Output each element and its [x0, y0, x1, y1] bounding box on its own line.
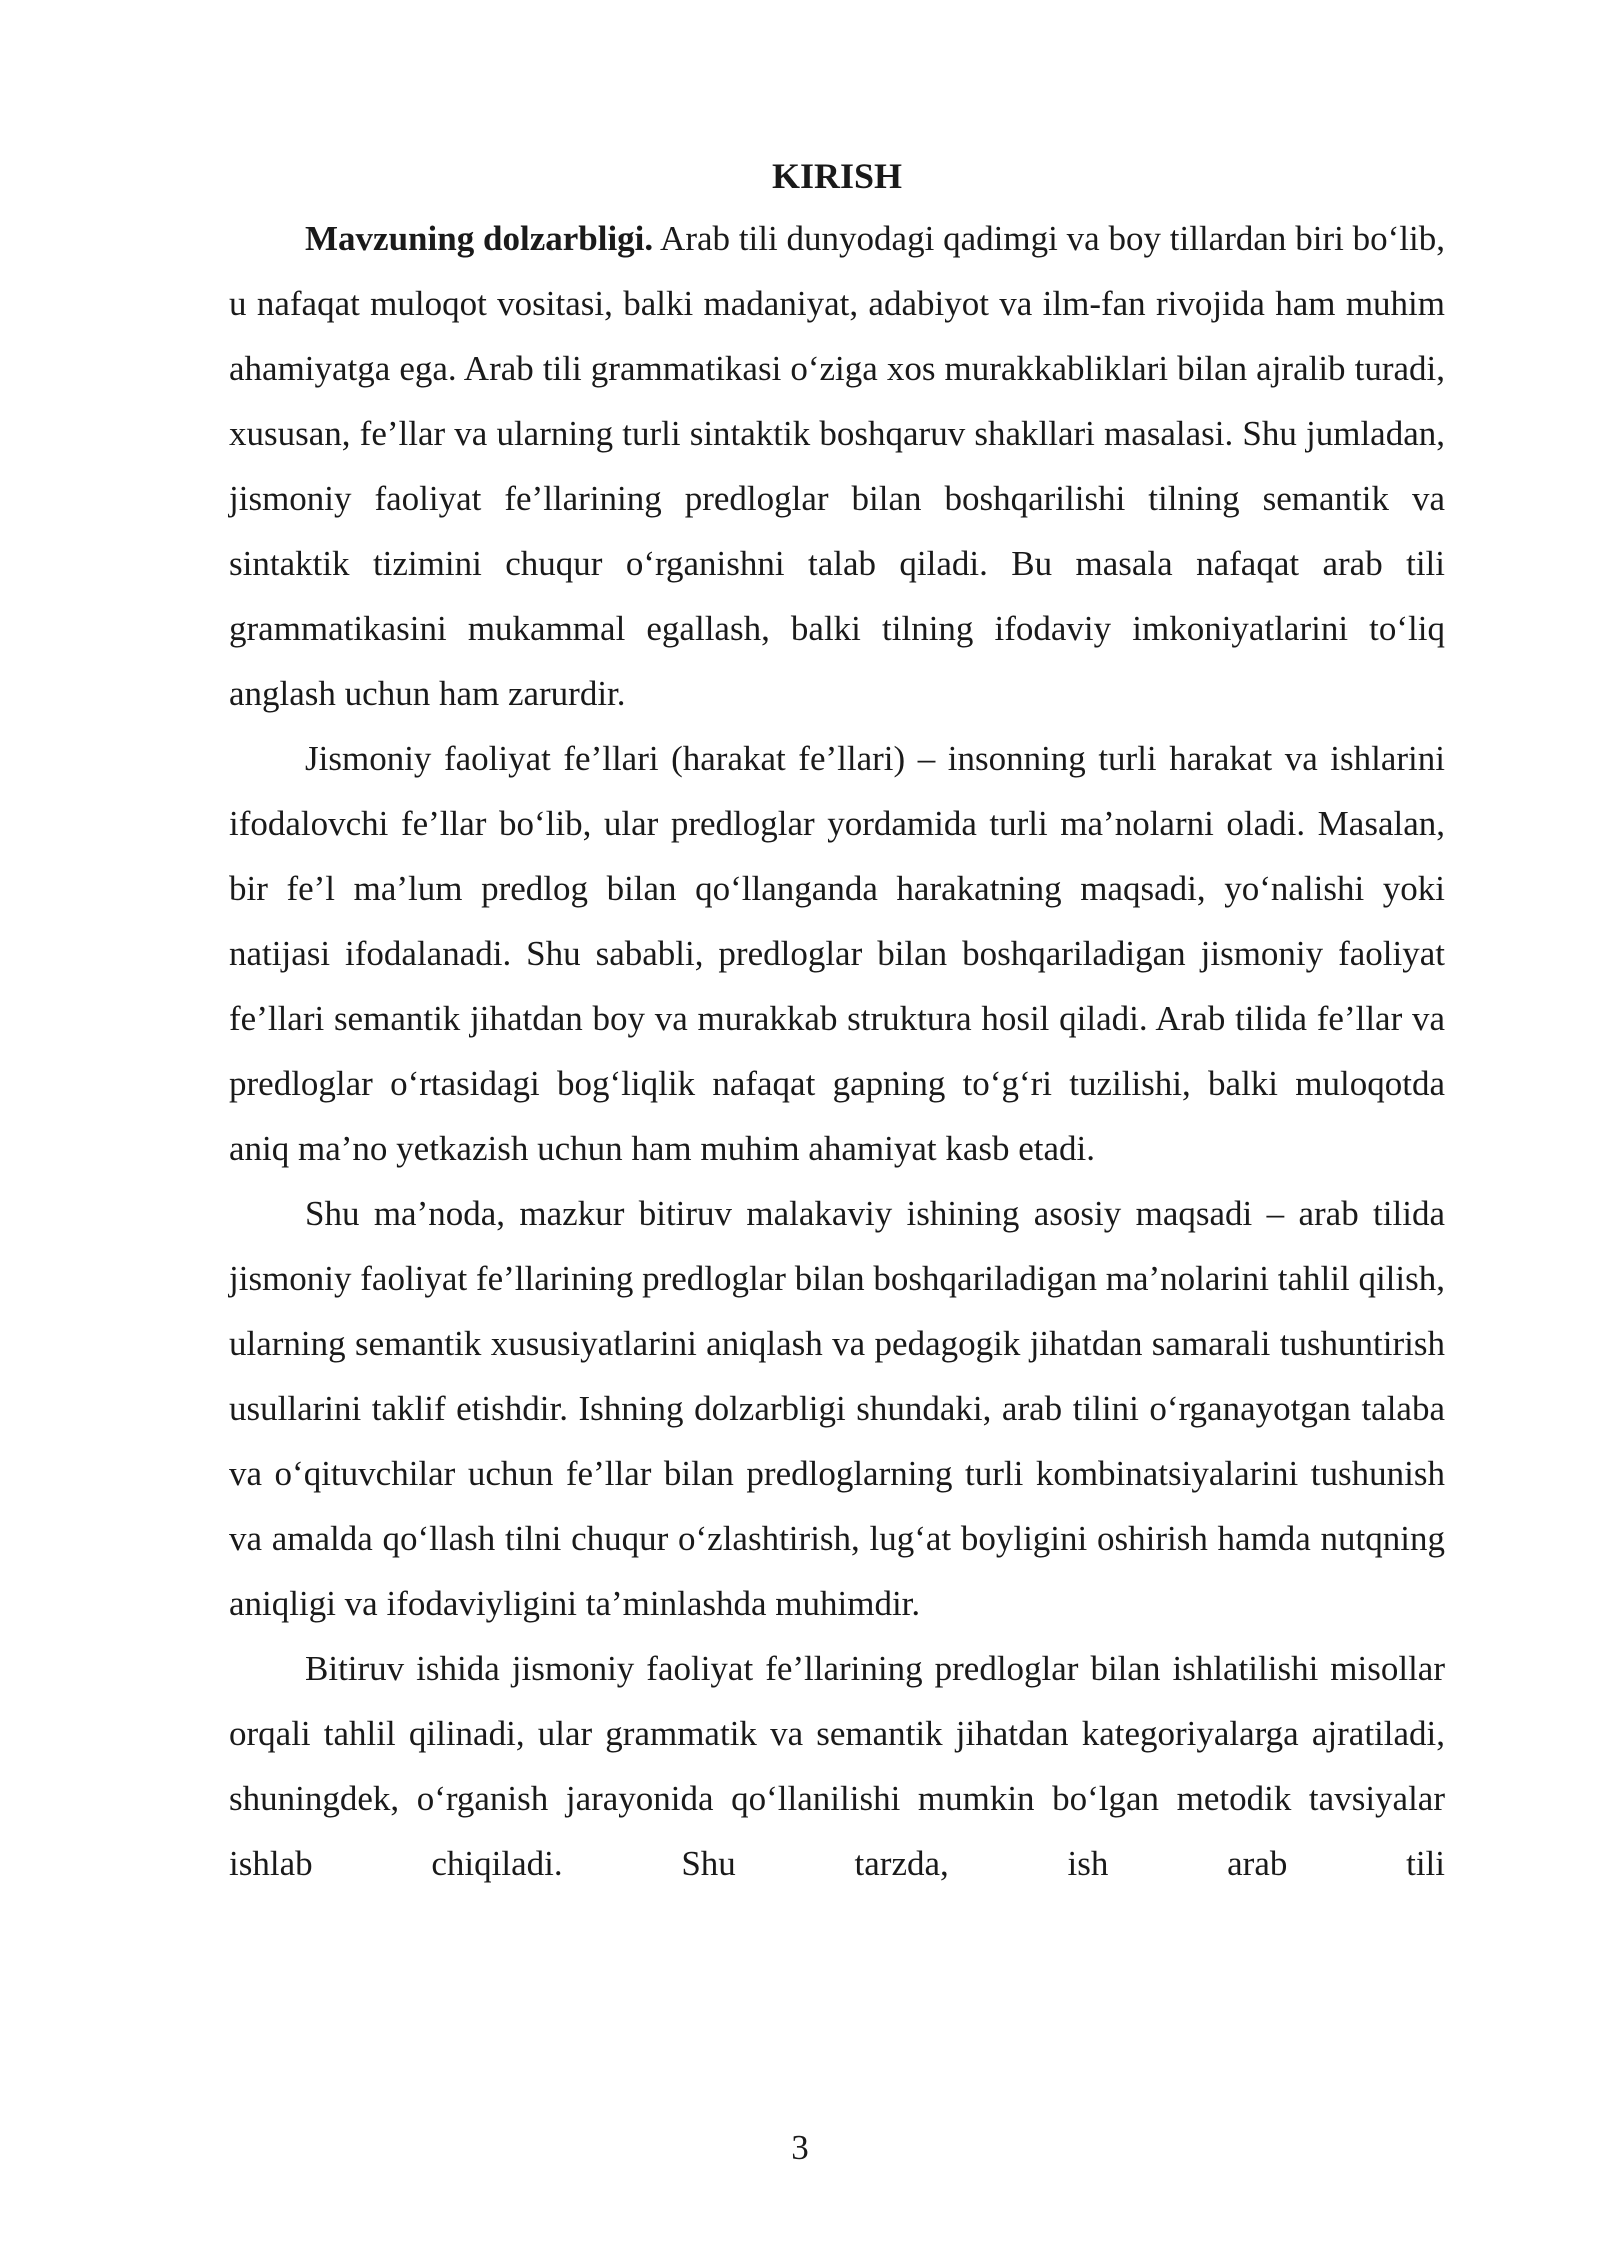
- paragraph-relevance: [229, 206, 1445, 726]
- paragraph-physical-verbs: Jismoniy faoliyat fe’llari (harakat fe’llari) – insonning turli harakat va ishlarini ifodalovchi fe’llar bo‘lib, ular predloglar yordamida turli ma’nolarni oladi. Masalan, bir fe’l ma’lum predlog bilan qo‘llanganda harakatning maqsadi, yo‘nalishi yoki natijasi ifodalanadi. Shu sababli, predloglar bilan boshqariladigan jismoniy faoliyat fe’llari semantik jihatdan boy va murakkab struktura hosil qiladi. Arab tilida fe’llar va predloglar o‘rtasidagi bog‘liqlik nafaqat gapning to‘g‘ri tuzilishi, balki muloqotda aniq ma’no yetkazish uchun ham muhim ahamiyat kasb etadi.: [229, 739, 1445, 1168]
- paragraph-aim: Shu ma’noda, mazkur bitiruv malakaviy ishining asosiy maqsadi – arab tilida jismoniy faoliyat fe’llarining predloglar bilan boshqariladigan ma’nolarini tahlil qilish, ularning semantik xususiyatlarini aniqlash va pedagogik jihatdan samarali tushuntirish usullarini taklif etishdir. Ishning dolzarbligi shundaki, arab tilini o‘rganayotgan talaba va o‘qituvchilar uchun fe’llar bilan predloglarning turli kombinatsiyalarini tushunish va amalda qo‘llash tilni chuqur o‘zlashtirish, lug‘at boyligini oshirish hamda nutqning aniqligi va ifodaviyligini ta’minlashda muhimdir.: [229, 1194, 1445, 1623]
- paragraph-method: Bitiruv ishida jismoniy faoliyat fe’llarining predloglar bilan ishlatilishi misollar orqali tahlil qilinadi, ular grammatik va semantik jihatdan kategoriyalarga ajratiladi, shuningdek, o‘rganish jarayonida qo‘llanilishi mumkin bo‘lgan metodik tavsiyalar ishlab chiqiladi. Shu tarzda, ish arab tili: [229, 1649, 1445, 1883]
- document-page: [229, 150, 1445, 1896]
- paragraph-text: Arab tili dunyodagi qadimgi va boy tillardan biri bo‘lib, u nafaqat muloqot vositasi, balki madaniyat, adabiyot va ilm-fan rivojida ham muhim ahamiyatga ega. Arab tili grammatikasi o‘ziga xos murakkabliklari bilan ajralib turadi, xususan, fe’llar va ularning turli sintaktik boshqaruv shakllari masalasi. Shu jumladan, jismoniy faoliyat fe’llarining predloglar bilan boshqarilishi tilning semantik va sintaktik tizimini chuqur o‘rganishni talab qiladi. Bu masala nafaqat arab tili grammatikasini mukammal egallash, balki tilning ifodaviy imkoniyatlarini to‘liq anglash uchun ham zarurdir.: [229, 219, 1445, 713]
- section-heading: KIRISH: [771, 156, 903, 196]
- page-number: 3: [791, 2128, 809, 2167]
- paragraph-lead: Mavzuning dolzarbligi.: [305, 219, 654, 258]
